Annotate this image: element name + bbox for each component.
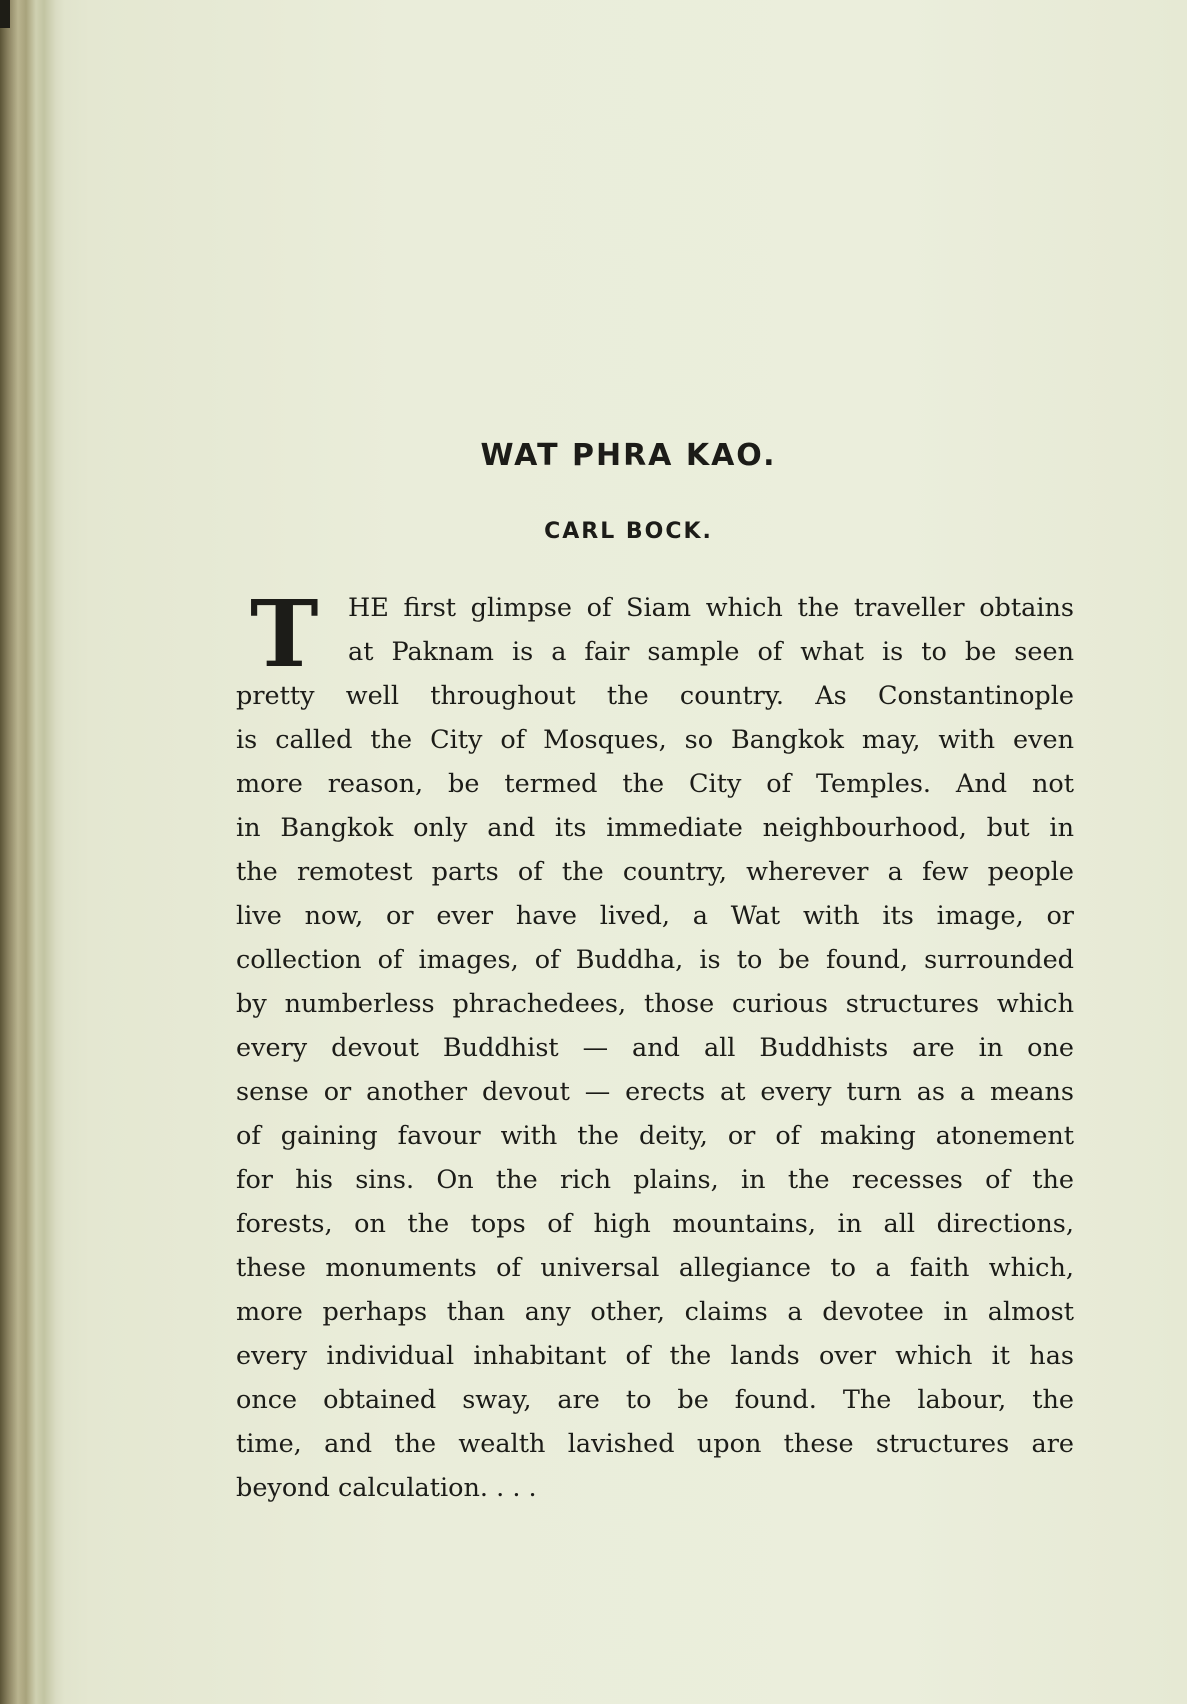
text-line: time, and the wealth lavished upon these structures are: [236, 1429, 1074, 1459]
text-line: pretty well throughout the country. As Constantinople: [236, 681, 1074, 711]
text-line: forests, on the tops of high mountains, in all directions,: [236, 1209, 1074, 1239]
drop-cap: T: [250, 580, 319, 688]
text-line: of gaining favour with the deity, or of making atonement: [236, 1121, 1074, 1151]
text-line: is called the City of Mosques, so Bangkok may, with even: [236, 725, 1074, 755]
author-name: CARL BOCK.: [544, 519, 713, 544]
text-line: collection of images, of Buddha, is to be found, surrounded: [236, 945, 1074, 975]
text-line: HE first glimpse of Siam which the traveller obtains: [348, 593, 1074, 623]
text-line: at Paknam is a fair sample of what is to be seen: [348, 637, 1074, 667]
book-binding: [0, 0, 64, 1704]
text-line: once obtained sway, are to be found. The labour, the: [236, 1385, 1074, 1415]
text-line: every individual inhabitant of the lands over which it has: [236, 1341, 1074, 1371]
body-text: [236, 580, 1074, 1510]
text-line: in Bangkok only and its immediate neighbourhood, but in: [236, 813, 1074, 843]
text-line: every devout Buddhist — and all Buddhists are in one: [236, 1033, 1074, 1063]
text-line: by numberless phrachedees, those curious structures which: [236, 989, 1074, 1019]
text-line: more reason, be termed the City of Temples. And not: [236, 769, 1074, 799]
text-line: more perhaps than any other, claims a devotee in almost: [236, 1297, 1074, 1327]
page-title: WAT PHRA KAO.: [480, 438, 777, 473]
text-line: the remotest parts of the country, wherever a few people: [236, 857, 1074, 887]
text-line: beyond calculation. . . .: [236, 1473, 537, 1503]
binding-edge: [0, 0, 10, 28]
text-line: for his sins. On the rich plains, in the recesses of the: [236, 1165, 1074, 1195]
text-line: live now, or ever have lived, a Wat with its image, or: [236, 901, 1074, 931]
text-line: these monuments of universal allegiance to a faith which,: [236, 1253, 1074, 1283]
text-line: sense or another devout — erects at every turn as a means: [236, 1077, 1074, 1107]
